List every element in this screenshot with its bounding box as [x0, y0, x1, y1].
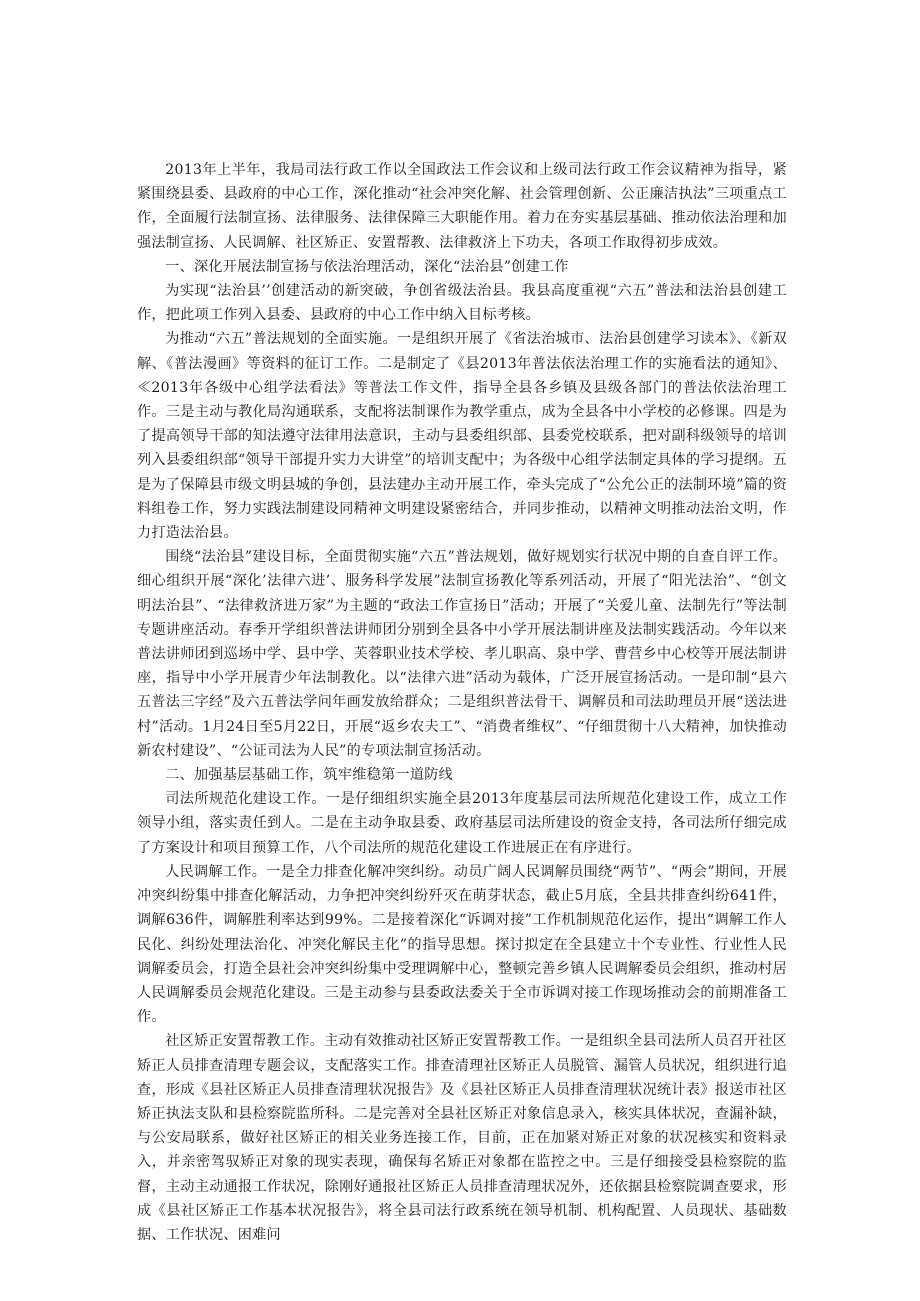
paragraph-mediation: 人民调解工作。一是全力排查化解冲突纠纷。动员广阔人民调解员围绕“两节”、“两会”期间，开展冲突纠纷集中排查化解活动，力争把冲突纠纷歼灭在萌芽状态，截止5月底，全县共排查纠纷641件，调解636件，调解胜利率达到99%。二是接着深化“诉调对接”工作机制规范化运作，提出“调解工作人民化、纠纷处理法治化、冲突化解民主化”的指导思想。探讨拟定在全县建立十个专业性、行业性人民调解委员会，打造全县社会冲突纠纷集中受理调解中心，整顿完善乡镇人民调解委员会组织，推动村居人民调解委员会规范化建设。三是主动参与县委政法委关于全市诉调对接工作现场推动会的前期准备工作。 — [137, 863, 787, 1026]
section-heading-2: 二、加强基层基础工作，筑牢维稳第一道防线 — [165, 767, 454, 784]
paragraph-liuwu-plan: 为推动“六五”普法规划的全面实施。一是组织开展了《省法治城市、法治县创建学习读本》、《新双解、《普法漫画》等资料的征订工作。二是制定了《县2013年普法依法治理工作的实施看法的通知》、≪2013年各级中心组学法看法》等普法工作文件，指导全县各乡镇及县级各部门的普法依法治理工作。三是主动与教化局沟通联系，支配将法制课作为教学重点，成为全县各中小学校的必修课。四是为了提高领导干部的知法遵守法律用法意识，主动与县委组织部、县委党校联系，把对副科级领导的培训列入县委组织部“领导干部提升实力大讲堂”的培训支配中；为各级中心组学法制定具体的学习提纲。五是为了保障县市级文明县城的争创，县法建办主动开展工作，牵头完成了“公允公正的法制环境”篇的资料组卷工作，努力实践法制建设同精神文明建设紧密结合，并同步推动，以精神文明推动法治文明，作力打造法治县。 — [137, 331, 787, 542]
paragraph-law-county-goal: 围绕“法治县”建设目标，全面贯彻实施“六五”普法规划，做好规划实行状况中期的自查自评工作。细心组织开展“深化’法律六进’、服务科学发展”法制宣扬教化等系列活动，开展了“阳光法治”、“创文明法治县”、“法律救济进万家”为主题的“政法工作宣扬日”活动；开展了“关爱儿童、法制先行”等法制专题讲座活动。春季开学组织普法讲师团分别到全县各中小学开展法制讲座及法制实践活动。今年以来普法讲师团到巡场中学、县中学、芙蓉职业技术学校、孝儿职高、泉中学、曹营乡中心校等开展法制讲座，指导中小学开展青少年法制教化。以“法律六进”活动为载体，广泛开展宣扬活动。一是印制“县六五普法三字经”及六五普法学问年画发放给群众；二是组织普法骨干、调解员和司法助理员开展“送法进村”活动。1月24日至5月22日，开展“返乡农夫工”、“消费者维权”、“仔细贯彻十八大精神，加快推动新农村建设”、“公证司法为人民”的专项法制宣扬活动。 — [137, 549, 787, 759]
paragraph-community-correction: 社区矫正安置帮教工作。主动有效推动社区矫正安置帮教工作。一是组织全县司法所人员召开社区矫正人员排查清理专题会议，支配落实工作。排查清理社区矫正人员脱管、漏管人员状况，组织进行追查，形成《县社区矫正人员排查清理状况报告》及《县社区矫正人员排查清理状况统计表》报送市社区矫正执法支队和县检察院监所科。二是完善对全县社区矫正对象信息录入，核实具体状况，查漏补缺，与公安局联系，做好社区矫正的相关业务连接工作，目前，正在加紧对矫正对象的状况核实和资料录入，并亲密驾驭矫正对象的现实表现，确保每名矫正对象都在监控之中。三是仔细接受县检察院的监督，主动主动通报工作状况，除刚好通报社区矫正人员排查清理状况外，还依据县检察院调查要求，形成《县社区矫正工作基本状况报告》，将全县司法行政系统在领导机制、机构配置、人员现状、基础数据、工作状况、困难问 — [137, 1033, 787, 1243]
paragraph-judicial-office: 司法所规范化建设工作。一是仔细组织实施全县2013年度基层司法所规范化建设工作，成立工作领导小组，落实责任到人。二是在主动争取县委、政府基层司法所建设的资金支持，各司法所仔细完成了方案设计和项目预算工作，八个司法所的规范化建设工作进展正在有序进行。 — [137, 791, 787, 856]
paragraph-intro: 2013年上半年，我局司法行政工作以全国政法工作会议和上级司法行政工作会议精神为指导，紧紧围绕县委、县政府的中心工作，深化推动“社会冲突化解、社会管理创新、公正廉洁执法”三项重点工作，全面履行法制宣扬、法律服务、法律保障三大职能作用。着力在夯实基层基础、推动依法治理和加强法制宣扬、人民调解、社区矫正、安置帮教、法律救济上下功夫，各项工作取得初步成效。 — [137, 162, 787, 251]
paragraph-law-county: 为实现“法治县’’创建活动的新突破，争创省级法治县。我县高度重视“六五”普法和法治县创建工作，把此项工作列入县委、县政府的中心工作中纳入目标考核。 — [137, 283, 787, 324]
document-body — [137, 158, 787, 1247]
section-heading-1: 一、深化开展法制宣扬与依法治理活动，深化“法治县”创建工作 — [165, 258, 569, 275]
